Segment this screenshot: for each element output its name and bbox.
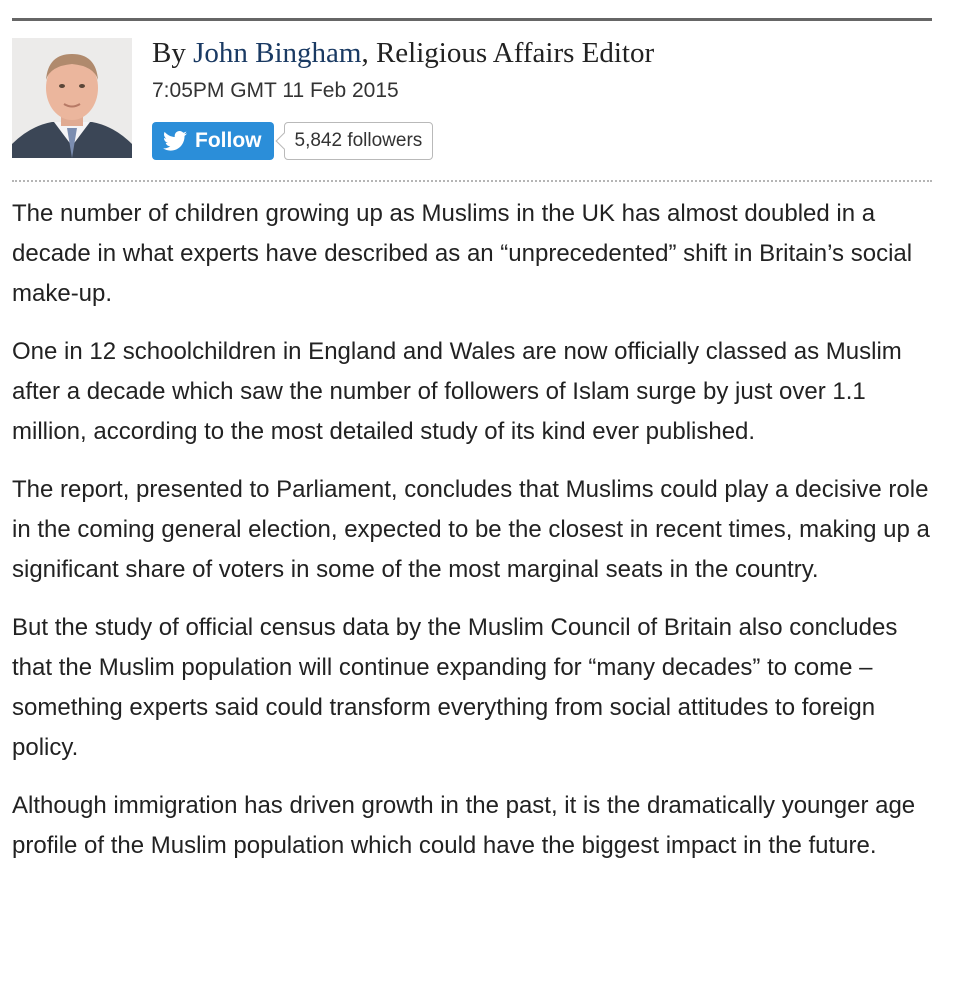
article-paragraph: The number of children growing up as Muslims in the UK has almost doubled in a decade in what experts have described as an “unprecedented” shift in Britain’s social make-up. [12,200,913,307]
author-avatar[interactable] [12,38,132,158]
byline-divider [12,180,932,182]
author-name-link[interactable]: John Bingham [193,37,362,69]
author-role: , Religious Affairs Editor [361,37,655,69]
followers-count: 5,842 followers [294,130,423,151]
top-divider [12,18,932,21]
byline-prefix: By [152,37,194,69]
follow-widget [152,122,433,160]
article-paragraph: But the study of official census data by the Muslim Council of Britain also concludes that the Muslim population will continue expanding for “many decades” to come – something experts said could transform everything from social attitudes to foreign policy. [12,614,898,761]
byline [12,36,932,160]
article-paragraph: Although immigration has driven growth in the past, it is the dramatically younger age profile of the Muslim population which could have the biggest impact in the future. [12,792,916,859]
followers-count-bubble[interactable] [284,122,434,160]
article-paragraph: One in 12 schoolchildren in England and Wales are now officially classed as Muslim after a decade which saw the number of followers of Islam surge by just over 1.1 million, according to the most detailed study of its kind ever published. [12,338,902,445]
follow-button-label: Follow [195,129,262,152]
publish-timestamp: 7:05PM GMT 11 Feb 2015 [152,79,399,102]
author-photo-icon [12,38,132,158]
twitter-follow-button[interactable] [152,122,274,160]
twitter-bird-icon [163,131,187,151]
article-body [12,194,942,884]
author-line [152,36,654,70]
article-paragraph: The report, presented to Parliament, concludes that Muslims could play a decisive role in the coming general election, expected to be the closest in recent times, making up a significant share of voters in some of the most marginal seats in the country. [12,476,930,583]
